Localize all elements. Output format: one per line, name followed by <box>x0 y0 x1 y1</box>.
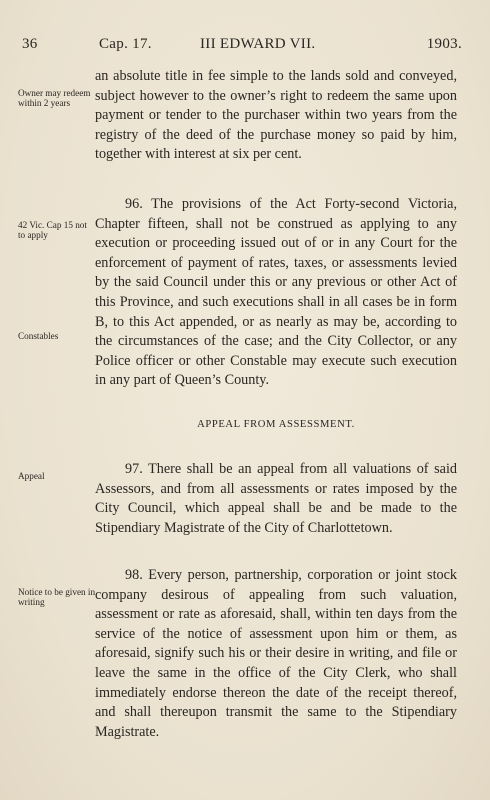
section-heading: APPEAL FROM ASSESSMENT. <box>197 419 355 430</box>
section-98-paragraph: 98. Every person, partnership, corporation or joint stock company desirous of appealing from such valuation, assessment or rate as aforesaid, shall, within ten days from the service of the notice of assessment upon him or them, as aforesaid, signify such his or their desire in writing, and file or leave the same in the office of the City Clerk, who shall immediately endorse thereon the date of the receipt thereof, and shall thereupon transmit the same to the Stipendiary Magistrate. <box>95 567 457 740</box>
section-97 <box>95 460 457 538</box>
margin-note-notice-in-writing: Notice to be given in writing <box>18 587 96 607</box>
margin-note-appeal: Appeal <box>18 471 45 481</box>
section-98 <box>95 566 457 742</box>
margin-note-redeem: Owner may redeem within 2 years <box>18 88 91 108</box>
reign-label: III EDWARD VII. <box>200 36 316 52</box>
running-header <box>22 36 462 56</box>
section-97-paragraph: 97. There shall be an appeal from all valuations of said Assessors, and from all assessments or rates imposed by the City Council, which appeal shall be and be made to the Stipendiary Magistrate of the City of Charlottetown. <box>95 461 457 536</box>
page-number: 36 <box>22 36 38 52</box>
chapter-label: Cap. 17. <box>99 36 152 52</box>
section-96-paragraph: 96. The provisions of the Act Forty-second Victoria, Chapter fifteen, shall not be construed as applying to any execution or proceeding issued out of or in any Court for the enforcement of payment of rates, taxes, or assessments levied by the said Council under this or any previous or other Act of this Province, and such executions shall in all cases be in form B, to this Act appended, or as nearly as may be, according to the circumstances of the case; and the City Collector, or any Police officer or other Constable may execute such execution in any part of Queen’s County. <box>95 196 457 389</box>
year-label: 1903. <box>426 36 462 52</box>
margin-note-constables: Constables <box>18 331 59 341</box>
continuation-paragraph: an absolute title in fee simple to the lands sold and conveyed, subject however to the owner’s right to redeem the same upon payment or tender to the purchaser within two years from the registry of the deed of the purchase money so paid by him, together with interest at six per cent. <box>95 68 457 163</box>
section-continuation <box>95 67 457 165</box>
margin-note-act-not-apply: 42 Vic. Cap 15 not to apply <box>18 220 87 240</box>
section-96 <box>95 195 457 391</box>
